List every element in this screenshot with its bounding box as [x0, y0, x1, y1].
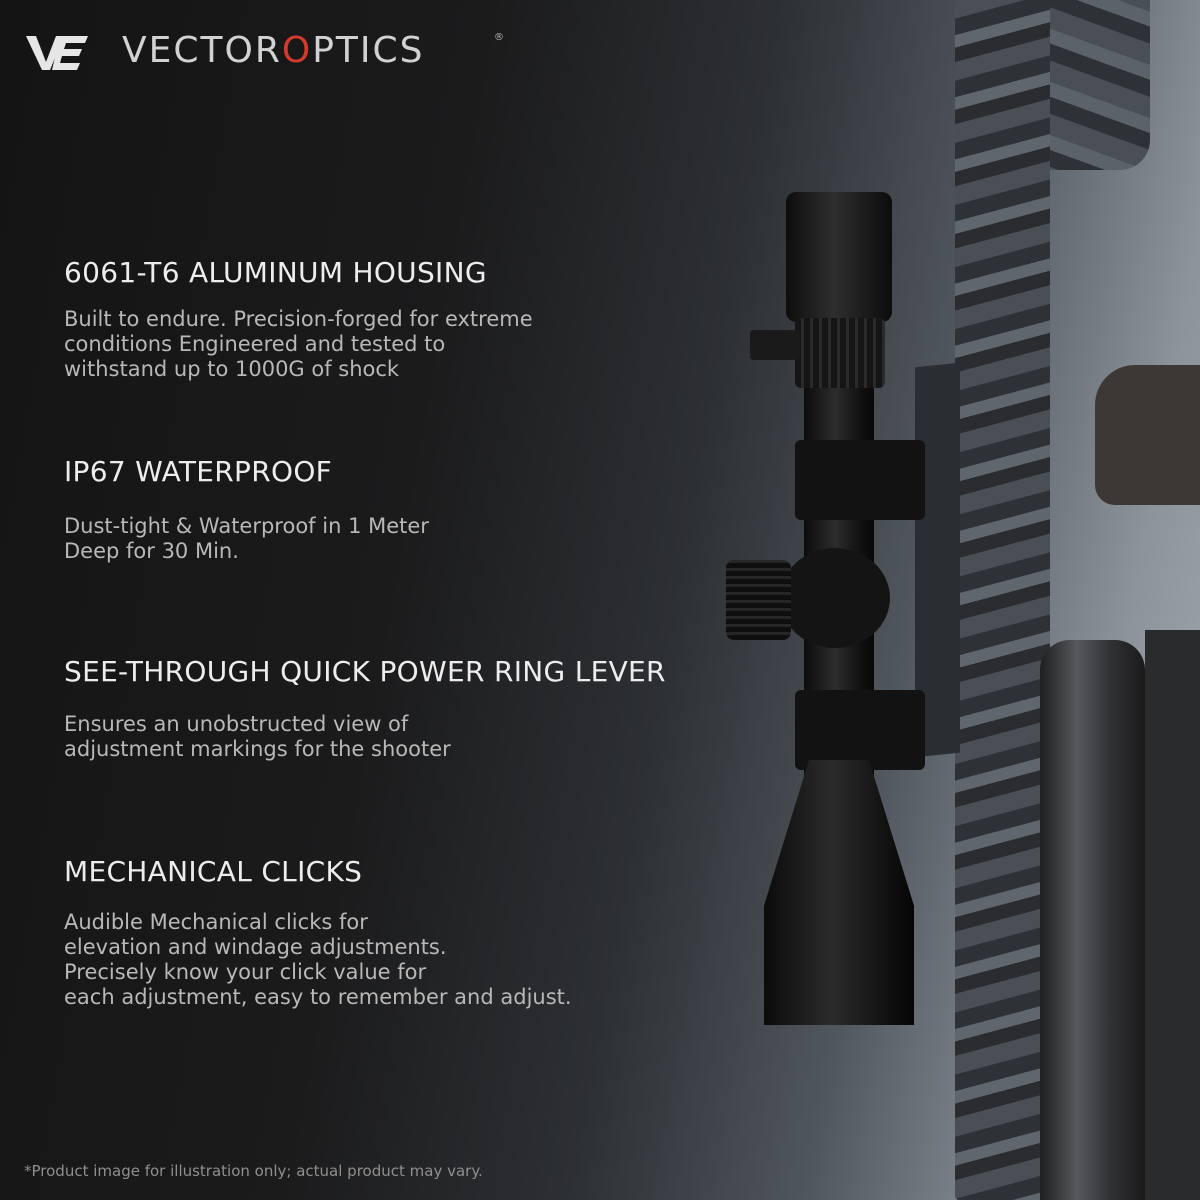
feature-description: Dust-tight & Waterproof in 1 Meter Deep for 30 Min. — [64, 514, 429, 563]
brand-logo — [24, 26, 90, 76]
product-image — [700, 0, 1200, 1200]
disclaimer: *Product image for illustration only; actual product may vary. — [24, 1162, 483, 1180]
scope-side-knob — [726, 560, 791, 640]
feature-mechanical-clicks — [64, 855, 572, 1010]
feature-title: 6061-T6 ALUMINUM HOUSING — [64, 256, 487, 289]
scope-turret — [780, 548, 890, 648]
scope-ring-upper — [795, 440, 925, 520]
rifle-stock — [955, 0, 1050, 1200]
scope-eyepiece — [786, 192, 892, 322]
feature-description: Built to endure. Precision-forged for extreme conditions Engineered and tested to withstand up to 1000G of shock — [64, 307, 533, 381]
scope-ring-lower — [795, 690, 925, 770]
feature-title: MECHANICAL CLICKS — [64, 855, 363, 888]
scope-objective-bell — [764, 760, 914, 1025]
feature-description: Ensures an unobstructed view of adjustment markings for the shooter — [64, 712, 451, 761]
vector-optics-logo-mark — [24, 26, 90, 76]
power-ring-lever — [750, 330, 800, 360]
feature-power-ring-lever — [64, 655, 666, 762]
forend-rail — [1145, 630, 1200, 1200]
feature-title: IP67 WATERPROOF — [64, 455, 333, 488]
air-tank — [1040, 640, 1145, 1200]
feature-aluminum-housing — [64, 256, 533, 382]
scope-power-ring — [795, 318, 885, 388]
feature-title: SEE-THROUGH QUICK POWER RING LEVER — [64, 655, 666, 688]
registered-mark: ® — [494, 32, 504, 43]
brand-name-accent-letter: O — [281, 30, 313, 71]
brand-name: VECTOROPTICS — [122, 30, 425, 71]
feature-waterproof — [64, 455, 429, 564]
feature-description: Audible Mechanical clicks for elevation and windage adjustments. Precisely know your click value for each adjustment, easy to remember and adjust. — [64, 910, 572, 1009]
rifle-grip — [1095, 365, 1200, 505]
